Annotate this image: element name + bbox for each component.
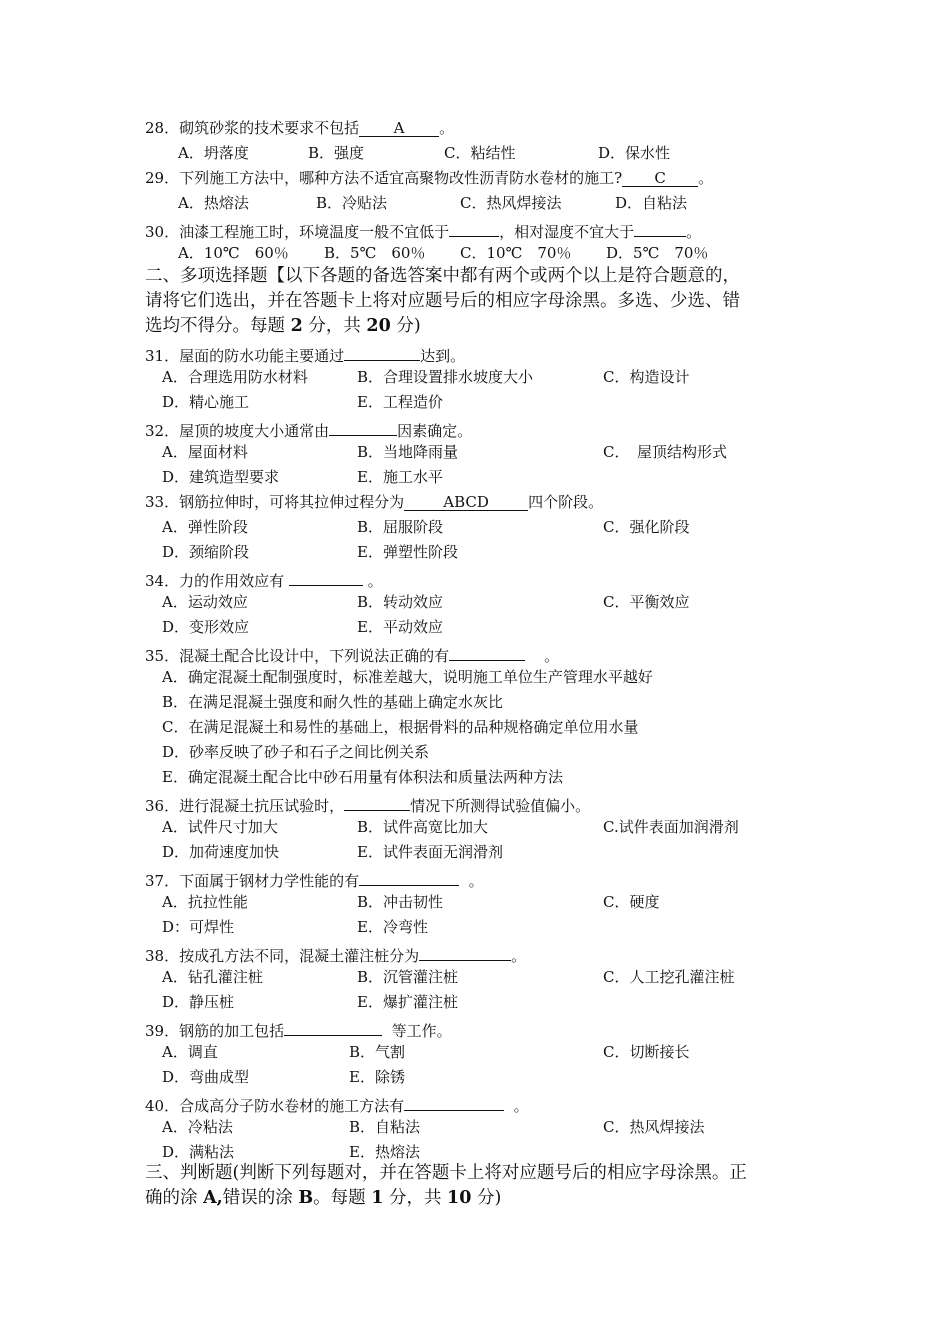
option-b: B．屈服阶段: [357, 518, 444, 536]
question-33: [145, 492, 603, 512]
question-34: [145, 567, 383, 591]
section-3-line-1: 三、判断题(判断下列每题对，并在答题卡上将对应题号后的相应字母涂黑。正: [145, 1163, 747, 1183]
option-e: E．工程造价: [357, 393, 443, 411]
option-b: B．强度: [308, 144, 365, 162]
option-b: B．当地降雨量: [357, 443, 459, 461]
answer-blank: [344, 792, 410, 811]
option-d: D：可焊性: [162, 918, 235, 936]
option-c: C．切断接长: [603, 1043, 690, 1061]
question-stem: 35．混凝土配合比设计中，下列说法正确的有: [145, 647, 450, 665]
option-a: A．10℃ 60％: [178, 244, 289, 262]
option-e: E．弹塑性阶段: [357, 543, 458, 561]
stem-end: 情况下所测得试验值偏小。: [410, 797, 591, 815]
option-d: D．保水性: [598, 144, 671, 162]
total-points: 10: [447, 1188, 472, 1208]
option-b: B．自粘法: [349, 1118, 421, 1136]
question-stem: 28．砌筑砂浆的技术要求不包括: [145, 119, 360, 137]
question-28: [145, 118, 454, 138]
option-c: C．硬度: [603, 893, 660, 911]
stem-end: 。: [511, 947, 527, 965]
option-b: B．在满足混凝土强度和耐久性的基础上确定水灰比: [162, 693, 504, 711]
stem-end: 四个阶段。: [528, 493, 604, 511]
option-d: D．精心施工: [162, 393, 250, 411]
option-d: D．弯曲成型: [162, 1068, 250, 1086]
question-stem: 34．力的作用效应有: [145, 572, 285, 590]
option-b: B．5℃ 60％: [324, 244, 426, 262]
answer-blank: [329, 417, 397, 436]
section-2-line-3: [145, 314, 421, 339]
option-d: D．颈缩阶段: [162, 543, 250, 561]
option-d: D．建筑造型要求: [162, 468, 280, 486]
question-stem: 38．按成孔方法不同，混凝土灌注桩分为: [145, 947, 420, 965]
option-e: E．除锈: [349, 1068, 405, 1086]
option-a: A．合理选用防水材料: [162, 368, 308, 386]
option-c: C．热风焊接法: [603, 1118, 705, 1136]
question-36: [145, 792, 590, 816]
stem-middle: ，相对湿度不宜大于: [499, 223, 635, 241]
answer-blank: [344, 342, 420, 361]
question-31: [145, 342, 465, 366]
option-a: A．调直: [162, 1043, 218, 1061]
answer-blank: [359, 867, 459, 886]
question-32: [145, 417, 472, 441]
text: 。每题: [313, 1188, 372, 1208]
option-c: C．在满足混凝土和易性的基础上，根据骨料的品种规格确定单位用水量: [162, 718, 639, 736]
option-c: C．平衡效应: [603, 593, 690, 611]
question-stem: 36．进行混凝土抗压试验时，: [145, 797, 345, 815]
option-b: B．转动效应: [357, 593, 444, 611]
stem-end: 等工作。: [391, 1022, 452, 1040]
option-b: B．冷贴法: [316, 194, 388, 212]
option-e: E．施工水平: [357, 468, 443, 486]
option-c: C．10℃ 70％: [460, 244, 572, 262]
option-c: C．构造设计: [603, 368, 690, 386]
option-a: A．抗拉性能: [162, 893, 248, 911]
option-e: E．平动效应: [357, 618, 443, 636]
stem-end: 因素确定。: [397, 422, 473, 440]
option-e: E．爆扩灌注桩: [357, 993, 458, 1011]
option-a: A．热熔法: [178, 194, 249, 212]
option-e: E．确定混凝土配合比中砂石用量有体积法和质量法两种方法: [162, 768, 563, 786]
option-d: D．静压桩: [162, 993, 235, 1011]
answer-blank: [404, 1092, 504, 1111]
option-e: E．冷弯性: [357, 918, 428, 936]
section-2-line-1: 二、多项选择题【以下各题的备选答案中都有两个或两个以上是符合题意的，: [145, 266, 740, 286]
points-per-question: 2: [290, 316, 303, 336]
option-b: B．试件高宽比加大: [357, 818, 489, 836]
question-29: [145, 168, 713, 188]
option-e: E．试件表面无润滑剂: [357, 843, 503, 861]
stem-end: 。: [513, 1097, 529, 1115]
option-d: D．加荷速度加快: [162, 843, 280, 861]
question-39: [145, 1017, 452, 1041]
question-stem: 37．下面属于钢材力学性能的有: [145, 872, 360, 890]
text: 选均不得分。每题: [145, 316, 291, 336]
stem-end: 。: [686, 223, 702, 241]
option-a: A．坍落度: [178, 144, 249, 162]
answer-blank: [634, 218, 686, 237]
option-b: B．沉管灌注桩: [357, 968, 459, 986]
option-a: A．确定混凝土配制强度时，标准差越大，说明施工单位生产管理水平越好: [162, 668, 653, 686]
stem-end: 。: [544, 647, 560, 665]
option-c: C． 屋顶结构形式: [603, 443, 727, 461]
answer-blank: A: [359, 118, 439, 137]
option-a: A．冷粘法: [162, 1118, 233, 1136]
stem-end: 。: [367, 572, 383, 590]
option-b: B．冲击韧性: [357, 893, 444, 911]
option-d: D．满粘法: [162, 1143, 235, 1161]
answer-blank: [449, 218, 499, 237]
question-37: [145, 867, 484, 891]
stem-end: 。: [439, 119, 455, 137]
question-30: [145, 218, 701, 242]
correct-letter: A,: [203, 1188, 223, 1208]
option-c: C．热风焊接法: [460, 194, 562, 212]
answer-blank: ABCD: [404, 492, 528, 511]
question-stem: 31．屋面的防水功能主要通过: [145, 347, 345, 365]
section-3-line-2: [145, 1186, 501, 1211]
question-stem: 40．合成高分子防水卷材的施工方法有: [145, 1097, 405, 1115]
option-d: D．变形效应: [162, 618, 250, 636]
text: 错误的涂: [222, 1188, 299, 1208]
option-b: B．气割: [349, 1043, 406, 1061]
question-stem: 32．屋顶的坡度大小通常由: [145, 422, 330, 440]
option-c: C．人工挖孔灌注桩: [603, 968, 735, 986]
question-stem: 39．钢筋的加工包括: [145, 1022, 285, 1040]
option-c: C．强化阶段: [603, 518, 690, 536]
option-c: C.试件表面加润滑剂: [603, 818, 739, 836]
option-d: D．5℃ 70％: [606, 244, 709, 262]
question-35: [145, 642, 559, 666]
question-stem: 33．钢筋拉伸时，可将其拉伸过程分为: [145, 493, 405, 511]
question-40: [145, 1092, 529, 1116]
answer-blank: [284, 1017, 382, 1036]
option-e: E．热熔法: [349, 1143, 420, 1161]
text: 分，共: [302, 316, 367, 336]
question-stem: 29．下列施工方法中，哪种方法不适宜高聚物改性沥青防水卷材的施工?: [145, 169, 623, 187]
text: 分): [390, 316, 421, 336]
text: 确的涂: [145, 1188, 204, 1208]
total-points: 20: [366, 316, 391, 336]
option-d: D．砂率反映了砂子和石子之间比例关系: [162, 743, 430, 761]
option-b: B．合理设置排水坡度大小: [357, 368, 534, 386]
text: 分): [471, 1188, 502, 1208]
question-38: [145, 942, 526, 966]
wrong-letter: B: [298, 1188, 314, 1208]
answer-blank: [419, 942, 511, 961]
text: 分，共: [383, 1188, 448, 1208]
option-d: D．自粘法: [615, 194, 688, 212]
option-a: A．屋面材料: [162, 443, 248, 461]
option-a: A．钻孔灌注桩: [162, 968, 263, 986]
answer-blank: [289, 567, 363, 586]
stem-end: 。: [698, 169, 714, 187]
option-c: C．粘结性: [444, 144, 516, 162]
answer-blank: C: [622, 168, 698, 187]
stem-end: 。: [468, 872, 484, 890]
answer-blank: [449, 642, 525, 661]
points-per-question: 1: [371, 1188, 384, 1208]
question-stem: 30．油漆工程施工时，环境温度一般不宜低于: [145, 223, 450, 241]
section-2-line-2: 请将它们选出，并在答题卡上将对应题号后的相应字母涂黑。多选、少选、错: [145, 291, 740, 311]
option-a: A．弹性阶段: [162, 518, 248, 536]
option-a: A．运动效应: [162, 593, 248, 611]
stem-end: 达到。: [420, 347, 466, 365]
option-a: A．试件尺寸加大: [162, 818, 278, 836]
